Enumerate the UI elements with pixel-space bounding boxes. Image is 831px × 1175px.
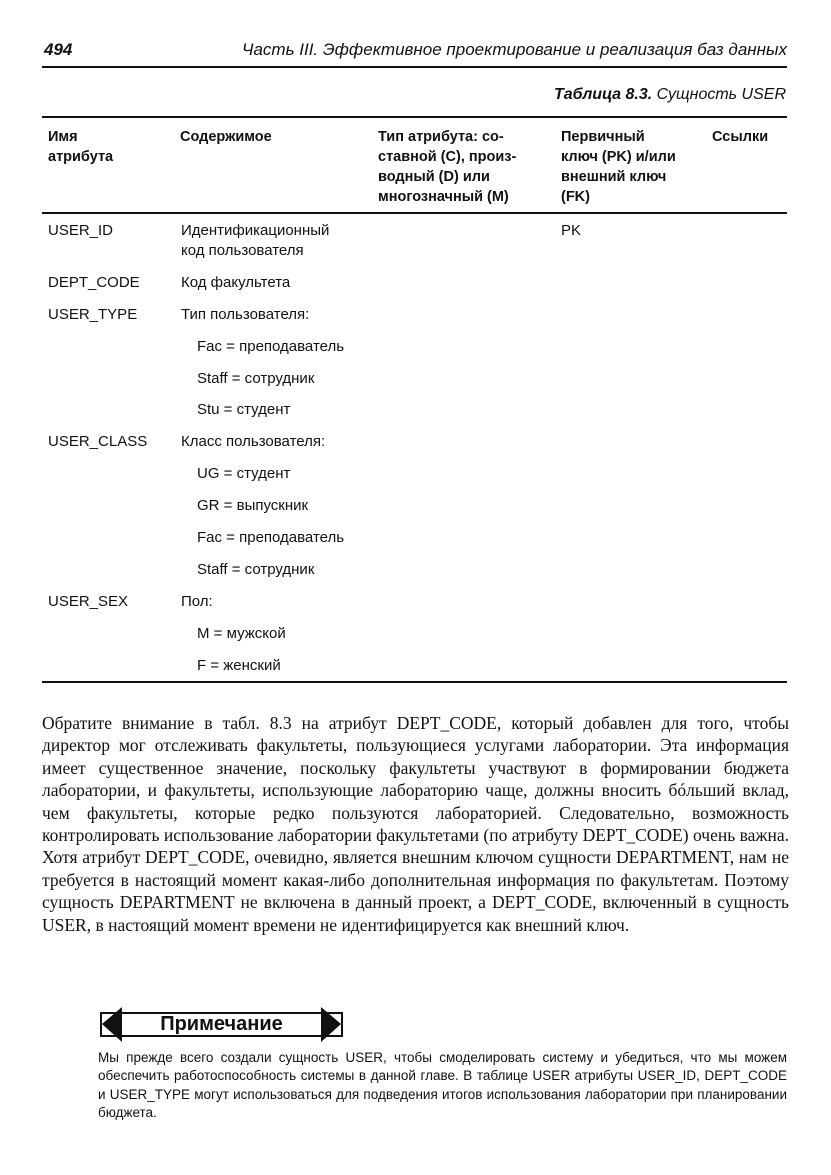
column-header-key: Первичный ключ (PK) и/или внешний ключ (FK) <box>561 129 676 205</box>
column-header-content: Содержимое <box>180 129 272 145</box>
running-title: Часть III. Эффективное проектирование и реализация баз данных <box>242 40 787 59</box>
running-header <box>44 40 787 64</box>
table-caption-text: Сущность USER <box>656 86 786 103</box>
attribute-content: Пол: <box>181 593 213 610</box>
note-label <box>100 1006 343 1043</box>
attribute-name: USER_SEX <box>48 593 129 610</box>
attribute-name: DEPT_CODE <box>48 274 140 291</box>
attribute-content: Идентификационный код пользователя <box>181 222 330 259</box>
attribute-value: UG = студент <box>197 465 291 482</box>
header-rule <box>42 66 787 68</box>
attribute-name: USER_CLASS <box>48 433 148 450</box>
attribute-content: Класс пользователя: <box>181 433 326 450</box>
attribute-value: M = мужской <box>197 625 286 642</box>
attribute-name: USER_ID <box>48 222 114 239</box>
body-paragraph: Обратите внимание в табл. 8.3 на атрибут DEPT_CODE, который добавлен для того, чтобы директор мог отслеживать факультеты, пользующиеся услугами лаборатории. Эта информация имеет существенное значение, поскольку факультеты участвуют в формировании бюджета лаборатории, и факультеты, использующие лабораторию чаще, должны вносить бóльший вклад, чем факультеты, которые редко пользуются лабораторией. Следовательно, возможность контролировать использование лаборатории факультетами (по атрибуту DEPT_CODE) очень важна. Хотя атрибут DEPT_CODE, очевидно, является внешним ключом сущности DEPARTMENT, нам не требуется в настоящий момент какая-либо дополнительная информация по факультетам. Поэтому сущность DEPARTMENT не включена в данный проект, а DEPT_CODE, включенный в сущность USER, в настоящий момент времени не идентифицируется как внешний ключ. <box>42 713 789 935</box>
attribute-value: Fac = преподаватель <box>197 529 345 546</box>
note-text: Мы прежде всего создали сущность USER, чтобы смоделировать систему и убедиться, что мы можем обеспечить работоспособность системы в данной главе. В таблице USER атрибуты USER_ID, DEPT_CODE и USER_TYPE могут использоваться для подведения итогов использования лаборатории при планировании бюджета. <box>98 1050 787 1120</box>
table-caption <box>554 86 786 104</box>
attribute-value: F = женский <box>197 657 281 674</box>
note-title: Примечание <box>160 1013 283 1035</box>
attribute-value: Staff = сотрудник <box>197 370 315 387</box>
attribute-content: Тип пользователя: <box>181 306 310 323</box>
column-header-references: Ссылки <box>712 129 769 145</box>
attribute-value: Fac = преподаватель <box>197 338 345 355</box>
table-caption-label: Таблица 8.3. <box>553 86 653 103</box>
attribute-value: Stu = студент <box>197 401 291 418</box>
attribute-value: Staff = сотрудник <box>197 561 315 578</box>
attribute-name: USER_TYPE <box>48 306 138 323</box>
column-header-attribute-name: Имя атрибута <box>48 129 114 165</box>
attribute-value: GR = выпускник <box>197 497 309 514</box>
table-bottom-rule <box>42 681 787 683</box>
key-value: PK <box>561 222 582 239</box>
column-header-attribute-type: Тип атрибута: со- ставной (C), произ- водный (D) или многозначный (M) <box>378 129 517 205</box>
attribute-content: Код факультета <box>181 274 291 291</box>
table-header-rule <box>42 212 787 214</box>
page-number: 494 <box>44 40 73 59</box>
table-top-rule <box>42 116 787 118</box>
